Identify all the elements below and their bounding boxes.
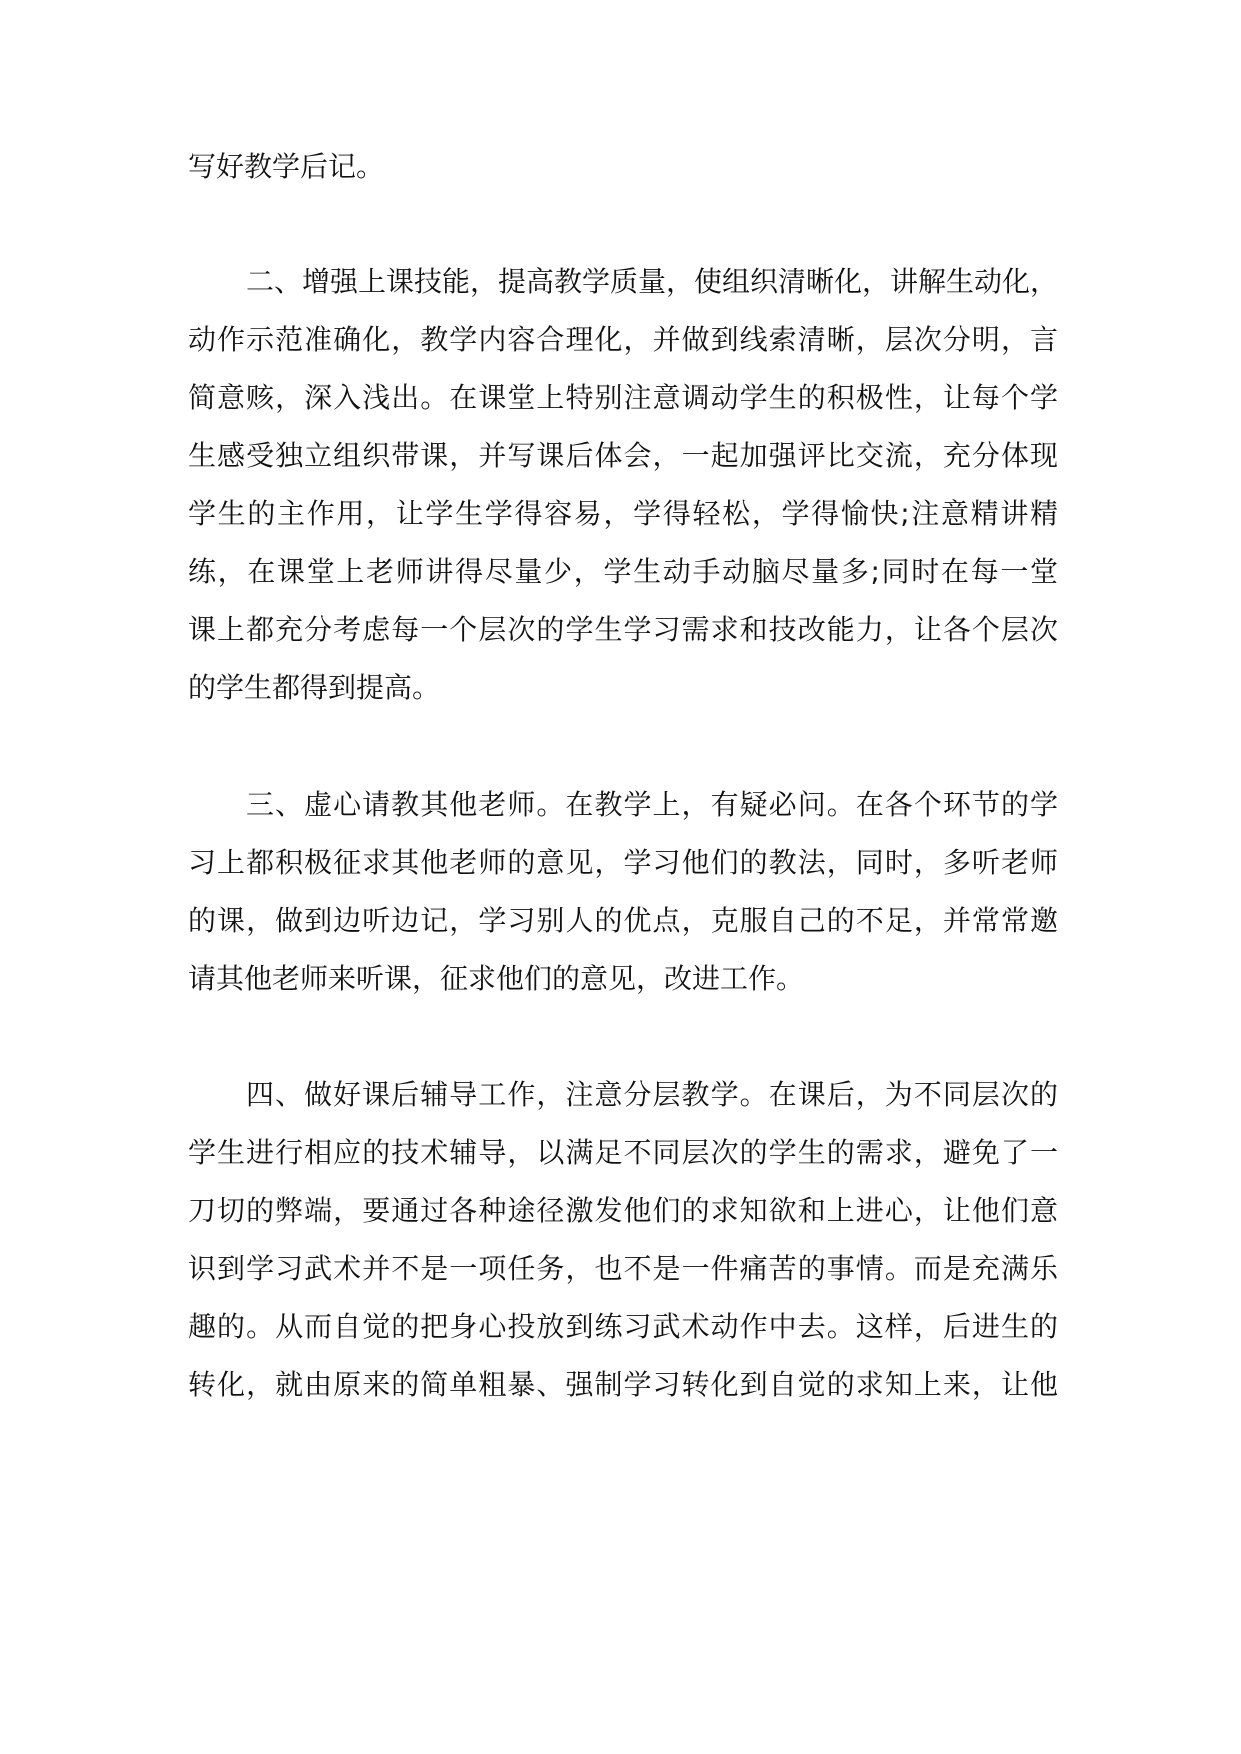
- paragraph-3-line-1: 三、虚心请教其他老师。在教学上，有疑必问。在各个环节的学: [246, 788, 1058, 821]
- paragraph-4-line-6: 转化，就由原来的简单粗暴、强制学习转化到自觉的求知上来，让他: [188, 1368, 1058, 1401]
- paragraph-2-line-7: 课上都充分考虑每一个层次的学生学习需求和技改能力，让各个层次: [188, 613, 1058, 646]
- paragraph-4-line-3: 刀切的弊端，要通过各种途径激发他们的求知欲和上进心，让他们意: [188, 1194, 1058, 1227]
- paragraph-4-line-2: 学生进行相应的技术辅导，以满足不同层次的学生的需求，避免了一: [188, 1136, 1058, 1169]
- paragraph-4-line-4: 识到学习武术并不是一项任务，也不是一件痛苦的事情。而是充满乐: [188, 1252, 1058, 1285]
- paragraph-2-line-1: 二、增强上课技能，提高教学质量，使组织清晰化，讲解生动化，: [246, 265, 1059, 298]
- paragraph-4-line-5: 趣的。从而自觉的把身心投放到练习武术动作中去。这样，后进生的: [188, 1310, 1058, 1343]
- paragraph-2-line-2: 动作示范准确化，教学内容合理化，并做到线索清晰，层次分明，言: [188, 323, 1058, 356]
- paragraph-2-line-3: 简意赅，深入浅出。在课堂上特别注意调动学生的积极性，让每个学: [188, 381, 1058, 414]
- paragraph-2-line-5: 学生的主作用，让学生学得容易，学得轻松，学得愉快;注意精讲精: [188, 497, 1058, 530]
- paragraph-3-line-4: 请其他老师来听课，征求他们的意见，改进工作。: [188, 962, 805, 995]
- paragraph-4-line-1: 四、做好课后辅导工作，注意分层教学。在课后，为不同层次的: [246, 1078, 1058, 1111]
- paragraph-2-line-4: 生感受独立组织带课，并写课后体会，一起加强评比交流，充分体现: [188, 439, 1058, 472]
- paragraph-2-line-8: 的学生都得到提高。: [188, 671, 441, 704]
- paragraph-1-line-1: 写好教学后记。: [188, 150, 385, 183]
- paragraph-2-line-6: 练，在课堂上老师讲得尽量少，学生动手动脑尽量多;同时在每一堂: [188, 555, 1058, 588]
- paragraph-3-line-3: 的课，做到边听边记，学习别人的优点，克服自己的不足，并常常邀: [188, 904, 1058, 937]
- paragraph-3-line-2: 习上都积极征求其他老师的意见，学习他们的教法，同时，多听老师: [188, 846, 1058, 879]
